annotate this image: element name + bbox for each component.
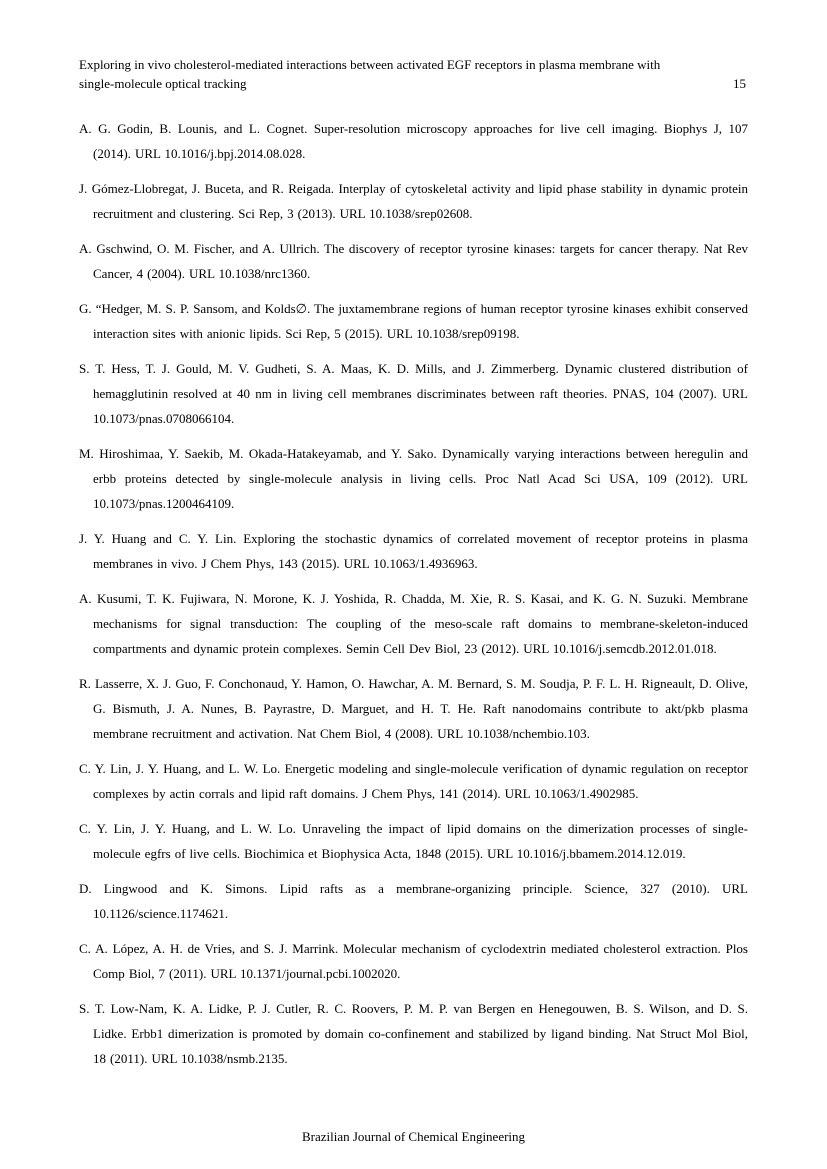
running-title (79, 55, 660, 93)
running-title-line-2: single-molecule optical tracking (79, 76, 247, 91)
reference-entry: S. T. Hess, T. J. Gould, M. V. Gudheti, S. A. Maas, K. D. Mills, and J. Zimmerberg. Dynamic clustered distribution of hemagglutinin resolved at 40 nm in living cell membranes discriminates between raft theories. PNAS, 104 (2007). URL 10.1073/pnas.0708066104. (79, 361, 748, 426)
reference-entry: G. “Hedger, M. S. P. Sansom, and Kolds∅. The juxtamembrane regions of human receptor tyrosine kinases exhibit conserved interaction sites with anionic lipids. Sci Rep, 5 (2015). URL 10.1038/srep09198. (79, 301, 748, 341)
reference-entry: A. Gschwind, O. M. Fischer, and A. Ullrich. The discovery of receptor tyrosine kinases: targets for cancer therapy. Nat Rev Cancer, 4 (2004). URL 10.1038/nrc1360. (79, 241, 748, 281)
reference-entry: J. Y. Huang and C. Y. Lin. Exploring the stochastic dynamics of correlated movement of receptor proteins in plasma membranes in vivo. J Chem Phys, 143 (2015). URL 10.1063/1.4936963. (79, 531, 748, 571)
reference-entry: R. Lasserre, X. J. Guo, F. Conchonaud, Y. Hamon, O. Hawchar, A. M. Bernard, S. M. Soudja, P. F. L. H. Rigneault, D. Olive, G. Bismuth, J. A. Nunes, B. Payrastre, D. Marguet, and H. T. He. Raft nanodomains contribute to akt/pkb plasma membrane recruitment and activation. Nat Chem Biol, 4 (2008). URL 10.1038/nchembio.103. (79, 676, 748, 741)
reference-entry: C. Y. Lin, J. Y. Huang, and L. W. Lo. Energetic modeling and single-molecule verification of dynamic regulation on receptor complexes by actin corrals and lipid raft domains. J Chem Phys, 141 (2014). URL 10.1063/1.4902985. (79, 761, 748, 801)
reference-entry: C. Y. Lin, J. Y. Huang, and L. W. Lo. Unraveling the impact of lipid domains on the dimerization processes of single-molecule egfrs of live cells. Biochimica et Biophysica Acta, 1848 (2015). URL 10.1016/j.bbamem.2014.12.019. (79, 821, 748, 861)
reference-entry: J. Gómez-Llobregat, J. Buceta, and R. Reigada. Interplay of cytoskeletal activity and lipid phase stability in dynamic protein recruitment and clustering. Sci Rep, 3 (2013). URL 10.1038/srep02608. (79, 181, 748, 221)
running-header (79, 55, 748, 93)
reference-entry: C. A. López, A. H. de Vries, and S. J. Marrink. Molecular mechanism of cyclodextrin mediated cholesterol extraction. Plos Comp Biol, 7 (2011). URL 10.1371/journal.pcbi.1002020. (79, 941, 748, 981)
running-title-line-1: Exploring in vivo cholesterol-mediated interactions between activated EGF receptors in plasma membrane with (79, 57, 661, 72)
reference-entry: S. T. Low-Nam, K. A. Lidke, P. J. Cutler, R. C. Roovers, P. M. P. van Bergen en Henegouwen, B. S. Wilson, and D. S. Lidke. Erbb1 dimerization is promoted by domain co-confinement and stabilized by ligand binding. Nat Struct Mol Biol, 18 (2011). URL 10.1038/nsmb.2135. (79, 1001, 748, 1066)
reference-list (79, 116, 748, 1071)
reference-entry: A. Kusumi, T. K. Fujiwara, N. Morone, K. J. Yoshida, R. Chadda, M. Xie, R. S. Kasai, and K. G. N. Suzuki. Membrane mechanisms for signal transduction: The coupling of the meso-scale raft domains to membrane-skeleton-induced compartments and dynamic protein complexes. Semin Cell Dev Biol, 23 (2012). URL 10.1016/j.semcdb.2012.01.018. (79, 591, 748, 656)
journal-footer: Brazilian Journal of Chemical Engineering (301, 1129, 526, 1144)
reference-entry: D. Lingwood and K. Simons. Lipid rafts as a membrane-organizing principle. Science, 327 (2010). URL 10.1126/science.1174621. (79, 881, 748, 921)
reference-entry: A. G. Godin, B. Lounis, and L. Cognet. Super-resolution microscopy approaches for live cell imaging. Biophys J, 107 (2014). URL 10.1016/j.bpj.2014.08.028. (79, 121, 748, 161)
reference-entry: M. Hiroshimaa, Y. Saekib, M. Okada-Hatakeyamab, and Y. Sako. Dynamically varying interactions between heregulin and erbb proteins detected by single-molecule analysis in living cells. Proc Natl Acad Sci USA, 109 (2012). URL 10.1073/pnas.1200464109. (79, 446, 748, 511)
page-number: 15 (733, 76, 746, 91)
